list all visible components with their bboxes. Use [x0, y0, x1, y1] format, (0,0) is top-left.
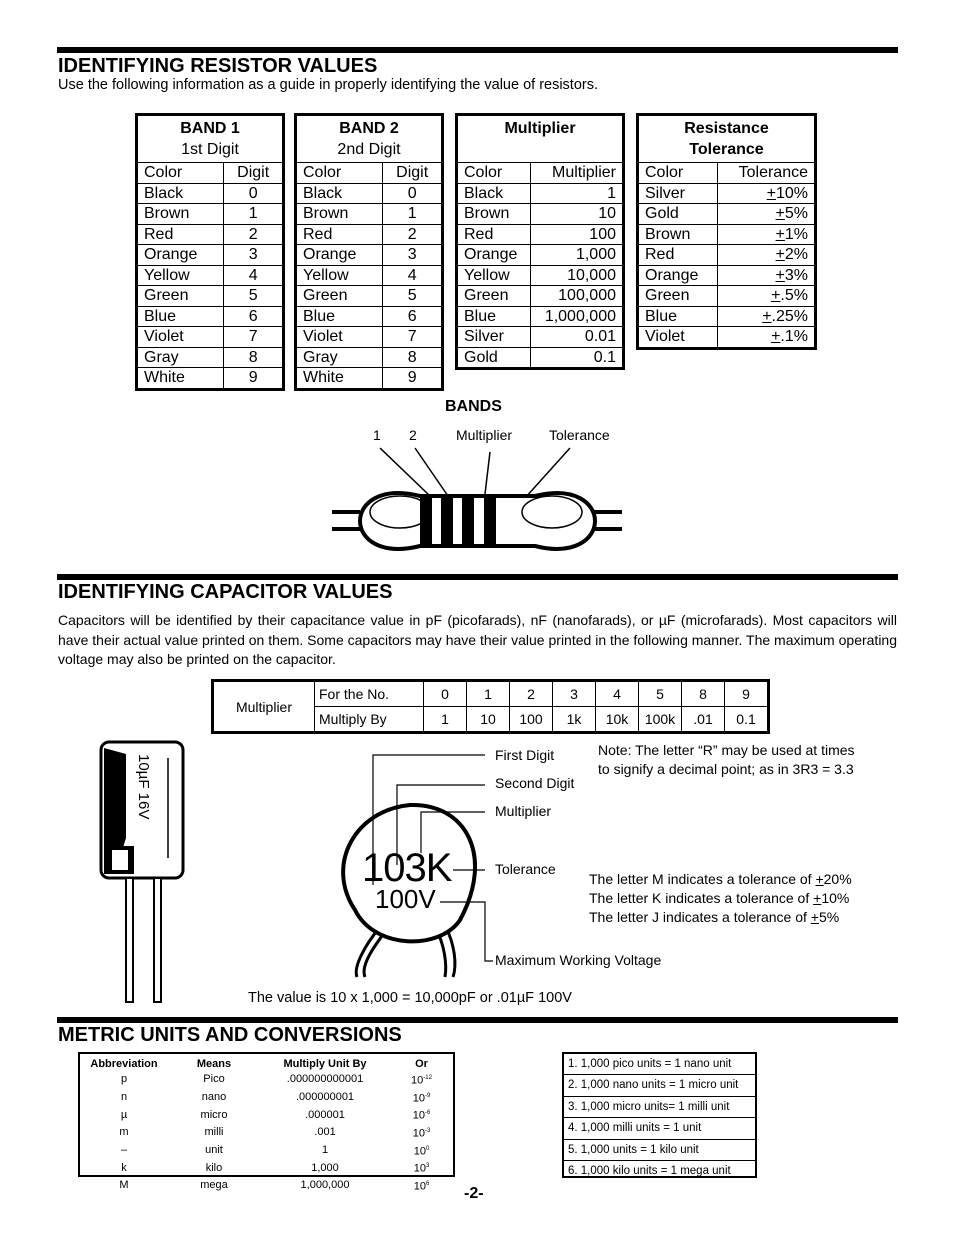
- tolerance-m: [589, 870, 852, 889]
- page-number: -2-: [464, 1185, 484, 1202]
- power-exponent: -6: [424, 1110, 431, 1117]
- bands-title: BANDS: [445, 398, 502, 415]
- table-row: [457, 347, 624, 369]
- row-color: Green: [638, 286, 718, 307]
- multiplier-col-color: Color: [457, 163, 531, 184]
- tol-k-value: 10%: [821, 890, 850, 906]
- cap-mult: 1: [424, 707, 467, 733]
- band-label-tolerance: Tolerance: [549, 427, 610, 443]
- row-value: 9: [224, 368, 284, 390]
- table-row: [80, 1089, 453, 1107]
- table-row: [137, 183, 284, 204]
- cap-mult: .01: [682, 707, 725, 733]
- electrolytic-sleeve-window: [112, 850, 128, 870]
- table-row: [296, 306, 443, 327]
- tol-m-sign: +: [815, 871, 824, 887]
- row-value: [717, 306, 815, 327]
- table-row: [296, 347, 443, 368]
- electrolytic-lead-2: [154, 878, 161, 1002]
- band-label-1: 1: [373, 427, 381, 443]
- table-row: [80, 1071, 453, 1089]
- power-base: 10: [411, 1074, 424, 1087]
- row-color: Yellow: [137, 265, 224, 286]
- band2-title: BAND 2: [339, 120, 399, 137]
- band2-header: [296, 115, 443, 163]
- plus-minus-sign: +: [775, 205, 785, 223]
- row-color: Orange: [457, 245, 531, 266]
- plus-minus-sign: +: [771, 328, 781, 346]
- table-row: [638, 286, 816, 307]
- metric-multiply: .000001: [305, 1108, 345, 1121]
- metric-power: [390, 1124, 453, 1142]
- row-color: Violet: [296, 327, 383, 348]
- table-row: [137, 265, 284, 286]
- metric-abbreviation: –: [120, 1143, 128, 1156]
- row-value: [717, 204, 815, 225]
- tolerance-title-1: Resistance: [684, 120, 769, 137]
- row-value: 0.01: [530, 327, 623, 348]
- row-value: 1,000: [530, 245, 623, 266]
- capacitor-intro: Capacitors will be identified by their capacitance value in pF (picofarads), nF (nanofarads), or µF (microfarads). Most capacitors will have their actual value printed on them. Some capacitors may have their value printed in the following manner. The maximum operating voltage may also be printed on the capacitor.: [58, 612, 897, 667]
- table-row: [296, 368, 443, 390]
- row-value: [717, 183, 815, 204]
- tolerance-value: 10%: [775, 184, 808, 202]
- row-color: Yellow: [296, 265, 383, 286]
- cap-num: 4: [596, 681, 639, 707]
- table-row: [137, 286, 284, 307]
- row-color: Gray: [137, 347, 224, 368]
- metric-multiply: 1,000: [311, 1161, 339, 1174]
- table-row: [137, 368, 284, 390]
- table-row: [296, 245, 443, 266]
- metric-power: [390, 1071, 453, 1089]
- band2-col-color: Color: [296, 163, 383, 184]
- metric-multiply: .000000001: [295, 1090, 355, 1103]
- power-base: 10: [413, 1162, 426, 1175]
- power-base: 10: [412, 1127, 425, 1140]
- tol-j-sign: +: [810, 909, 819, 925]
- row-color: Blue: [457, 306, 531, 327]
- tolerance-header: [638, 115, 816, 163]
- row-value: 7: [383, 327, 443, 348]
- row-value: 3: [224, 245, 284, 266]
- conversion-item: 4. 1,000 milli units = 1 unit: [564, 1118, 755, 1139]
- row-value: 100,000: [530, 286, 623, 307]
- multiplier-header: [457, 115, 624, 163]
- row-color: Gray: [296, 347, 383, 368]
- tolerance-col-tolerance: Tolerance: [717, 163, 815, 184]
- band2-table: [294, 113, 444, 391]
- cap-table-label: Multiplier: [213, 681, 315, 733]
- plus-minus-sign: +: [775, 225, 785, 243]
- metric-multiply: 1,000,000: [300, 1179, 350, 1192]
- metric-abbreviation: m: [119, 1126, 129, 1139]
- resistor-band-3: [462, 496, 474, 546]
- power-base: 10: [413, 1180, 426, 1193]
- tol-k-text: The letter K indicates a tolerance of: [589, 890, 814, 906]
- section-rule-capacitor: [57, 574, 898, 580]
- band-label-2: 2: [409, 427, 417, 443]
- cap-num: 2: [510, 681, 553, 707]
- note-line-2: to signify a decimal point; as in 3R3 = 3.3: [598, 761, 854, 777]
- row-color: Violet: [638, 327, 718, 349]
- table-row: [457, 286, 624, 307]
- tolerance-title-2: Tolerance: [689, 141, 764, 158]
- row-value: 1: [383, 204, 443, 225]
- plus-minus-sign: +: [771, 287, 781, 305]
- resistor-diagram: [330, 440, 630, 570]
- row-value: 5: [224, 286, 284, 307]
- cap-mult: 10: [467, 707, 510, 733]
- row-color: Silver: [457, 327, 531, 348]
- power-base: 10: [412, 1092, 425, 1105]
- row-color: Red: [457, 224, 531, 245]
- leader-tolerance: [525, 448, 570, 498]
- leader-multiplier: [485, 452, 490, 494]
- table-row: [638, 245, 816, 266]
- cap-num: 5: [639, 681, 682, 707]
- row-color: Black: [457, 183, 531, 204]
- row-value: 100: [530, 224, 623, 245]
- row-color: Green: [137, 286, 224, 307]
- power-exponent: 0: [425, 1145, 430, 1152]
- tolerance-value: 1%: [784, 225, 808, 243]
- tolerance-table: [636, 113, 817, 350]
- row-color: Orange: [296, 245, 383, 266]
- metric-abbreviation: n: [120, 1090, 128, 1103]
- row-color: Blue: [137, 306, 224, 327]
- metric-multiply: 1: [321, 1143, 329, 1156]
- row-color: Red: [296, 224, 383, 245]
- plus-minus-sign: +: [775, 266, 785, 284]
- disc-value: 103K: [362, 846, 452, 890]
- table-row: [638, 204, 816, 225]
- row-value: 5: [383, 286, 443, 307]
- cap-mult: 10k: [596, 707, 639, 733]
- row-value: 4: [224, 265, 284, 286]
- metric-power: [390, 1106, 453, 1124]
- row-color: White: [137, 368, 224, 390]
- power-exponent: 6: [425, 1180, 430, 1187]
- tolerance-value: .25%: [771, 307, 808, 325]
- table-row: [296, 265, 443, 286]
- tolerance-col-color: Color: [638, 163, 718, 184]
- row-color: Black: [296, 183, 383, 204]
- row-value: 6: [224, 306, 284, 327]
- capacitor-multiplier-table: [211, 679, 770, 734]
- tolerance-value: .5%: [780, 287, 808, 305]
- metric-power: [390, 1177, 453, 1195]
- row-color: Black: [137, 183, 224, 204]
- row-value: 10,000: [530, 265, 623, 286]
- band-label-multiplier: Multiplier: [456, 427, 513, 443]
- resistor-band-4: [484, 496, 496, 546]
- table-row: [137, 245, 284, 266]
- table-row: [80, 1159, 453, 1177]
- row-value: 2: [383, 224, 443, 245]
- table-row: [457, 204, 624, 225]
- row-value: 4: [383, 265, 443, 286]
- conversion-item: 1. 1,000 pico units = 1 nano unit: [564, 1054, 755, 1075]
- cap-num: 1: [467, 681, 510, 707]
- leader-band2: [415, 448, 448, 496]
- tol-m-value: 20%: [823, 871, 852, 887]
- power-base: 10: [412, 1109, 425, 1122]
- electrolytic-lead-1: [126, 878, 133, 1002]
- multiplier-title: Multiplier: [504, 120, 576, 137]
- row-color: Violet: [137, 327, 224, 348]
- band1-col-color: Color: [137, 163, 224, 184]
- table-row: [457, 245, 624, 266]
- row-value: 7: [224, 327, 284, 348]
- row-value: [717, 327, 815, 349]
- row-color: Green: [296, 286, 383, 307]
- metric-multiply: .000000000001: [286, 1073, 364, 1086]
- band1-col-digit: Digit: [224, 163, 284, 184]
- resistor-body: [360, 493, 595, 549]
- plus-minus-sign: +: [775, 246, 785, 264]
- table-row: [80, 1124, 453, 1142]
- table-row: [638, 327, 816, 349]
- tolerance-letters: [589, 870, 852, 927]
- leader-band1: [380, 448, 430, 496]
- table-row: [457, 224, 624, 245]
- row-value: 1,000,000: [530, 306, 623, 327]
- table-row: [457, 265, 624, 286]
- conversion-item: 5. 1,000 units = 1 kilo unit: [564, 1140, 755, 1161]
- table-row: [638, 265, 816, 286]
- table-row: [638, 224, 816, 245]
- table-row: [137, 327, 284, 348]
- row-value: 3: [383, 245, 443, 266]
- row-value: 2: [224, 224, 284, 245]
- conversion-item: 3. 1,000 micro units= 1 milli unit: [564, 1097, 755, 1118]
- row-color: Brown: [457, 204, 531, 225]
- table-row: [80, 1142, 453, 1160]
- table-row: [137, 347, 284, 368]
- table-row: [457, 306, 624, 327]
- row-value: 10: [530, 204, 623, 225]
- band1-header: [137, 115, 284, 163]
- note-decimal: [598, 741, 855, 779]
- tol-k-sign: +: [813, 890, 822, 906]
- metric-abbreviation: k: [121, 1161, 127, 1174]
- row-color: Blue: [638, 306, 718, 327]
- conversion-item: 2. 1,000 nano units = 1 micro unit: [564, 1075, 755, 1096]
- metric-heading: METRIC UNITS AND CONVERSIONS: [58, 1024, 402, 1046]
- row-color: Brown: [296, 204, 383, 225]
- row-value: 0.1: [530, 347, 623, 369]
- metric-power: [390, 1159, 453, 1177]
- cap-num: 0: [424, 681, 467, 707]
- tolerance-value: 3%: [784, 266, 808, 284]
- band1-title: BAND 1: [180, 120, 240, 137]
- metric-power: [390, 1142, 453, 1160]
- row-color: Green: [457, 286, 531, 307]
- tol-m-text: The letter M indicates a tolerance of: [589, 871, 816, 887]
- metric-header-multiply: Multiply Unit By: [283, 1058, 367, 1070]
- resistor-intro: Use the following information as a guide in properly identifying the value of resistors.: [58, 77, 599, 93]
- metric-abbreviation: µ: [120, 1108, 128, 1121]
- row-color: Orange: [638, 265, 718, 286]
- label-first-digit: First Digit: [495, 747, 555, 763]
- table-row: [296, 204, 443, 225]
- table-row: [638, 183, 816, 204]
- metric-header-or: Or: [415, 1058, 428, 1070]
- tolerance-j: [589, 908, 852, 927]
- resistor-band-1: [420, 496, 432, 546]
- metric-abbreviation: p: [120, 1073, 128, 1086]
- plus-minus-sign: +: [766, 184, 776, 202]
- table-row: [457, 183, 624, 204]
- metric-header-means: Means: [196, 1058, 232, 1070]
- metric-means: unit: [205, 1143, 223, 1156]
- row-value: [717, 286, 815, 307]
- metric-means: micro: [200, 1108, 228, 1121]
- conversion-list: [562, 1052, 757, 1178]
- row-value: 6: [383, 306, 443, 327]
- table-row: [296, 286, 443, 307]
- row-color: Red: [638, 245, 718, 266]
- row-value: 9: [383, 368, 443, 390]
- disc-voltage: 100V: [375, 884, 436, 914]
- band2-col-digit: Digit: [383, 163, 443, 184]
- tolerance-value: 5%: [784, 205, 808, 223]
- row-value: 0: [224, 183, 284, 204]
- row-value: 1: [530, 183, 623, 204]
- resistor-band-2: [441, 496, 453, 546]
- row-color: Yellow: [457, 265, 531, 286]
- metric-power: [390, 1089, 453, 1107]
- tolerance-k: [589, 889, 852, 908]
- row-value: 8: [383, 347, 443, 368]
- table-row: [296, 183, 443, 204]
- band1-table: [135, 113, 285, 391]
- band2-subtitle: 2nd Digit: [337, 141, 401, 158]
- row-color: White: [296, 368, 383, 390]
- resistor-heading: IDENTIFYING RESISTOR VALUES: [58, 55, 378, 77]
- cap-mult: 100: [510, 707, 553, 733]
- table-row: [137, 204, 284, 225]
- capacitor-heading: IDENTIFYING CAPACITOR VALUES: [58, 581, 393, 603]
- capacitor-example: The value is 10 x 1,000 = 10,000pF or .01µF 100V: [248, 990, 572, 1006]
- row-value: 1: [224, 204, 284, 225]
- table-row: [296, 327, 443, 348]
- table-row: [137, 306, 284, 327]
- table-row: [638, 306, 816, 327]
- power-base: 10: [413, 1145, 426, 1158]
- cap-num: 3: [553, 681, 596, 707]
- cap-mult: 1k: [553, 707, 596, 733]
- row-value: 0: [383, 183, 443, 204]
- multiplier-table: [455, 113, 625, 370]
- metric-means: Pico: [203, 1073, 225, 1086]
- power-exponent: -3: [424, 1127, 431, 1134]
- cap-num: 8: [682, 681, 725, 707]
- section-rule-resistor: [57, 47, 898, 53]
- power-exponent: -12: [423, 1075, 432, 1081]
- metric-means: milli: [204, 1126, 224, 1139]
- note-line-1: Note: The letter “R” may be used at times: [598, 742, 855, 758]
- metric-means: nano: [201, 1090, 227, 1103]
- band1-subtitle: 1st Digit: [181, 141, 239, 158]
- power-exponent: -9: [424, 1092, 431, 1099]
- metric-header-abbreviation: Abbreviation: [90, 1058, 158, 1070]
- power-exponent: 3: [425, 1163, 430, 1170]
- conversion-item: 6. 1,000 kilo units = 1 mega unit: [568, 1164, 731, 1177]
- row-value: [717, 224, 815, 245]
- plus-minus-sign: +: [762, 307, 772, 325]
- row-color: Red: [137, 224, 224, 245]
- table-row: [457, 327, 624, 348]
- label-max-voltage: Maximum Working Voltage: [495, 952, 662, 968]
- label-multiplier: Multiplier: [495, 803, 552, 819]
- row-color: Brown: [137, 204, 224, 225]
- label-tolerance: Tolerance: [495, 861, 556, 877]
- metric-multiply: .001: [314, 1126, 336, 1139]
- label-second-digit: Second Digit: [495, 775, 575, 791]
- cap-mult: 100k: [639, 707, 682, 733]
- tol-j-text: The letter J indicates a tolerance of: [589, 909, 811, 925]
- metric-means: kilo: [205, 1161, 223, 1174]
- cap-row-number-label: For the No.: [315, 681, 424, 707]
- electrolytic-marking: 10µF 16V: [135, 754, 152, 820]
- cap-mult: 0.1: [725, 707, 769, 733]
- multiplier-col-multiplier: Multiplier: [530, 163, 623, 184]
- metric-means: mega: [200, 1179, 228, 1192]
- row-color: Brown: [638, 224, 718, 245]
- table-row: [80, 1106, 453, 1124]
- cap-num: 9: [725, 681, 769, 707]
- tol-j-value: 5%: [818, 909, 840, 925]
- row-color: Orange: [137, 245, 224, 266]
- tolerance-value: .1%: [780, 328, 808, 346]
- cap-row-multiply-label: Multiply By: [315, 707, 424, 733]
- row-value: 8: [224, 347, 284, 368]
- row-value: [717, 265, 815, 286]
- table-row: [80, 1177, 453, 1195]
- metric-units-table: [78, 1052, 455, 1193]
- row-color: Gold: [457, 347, 531, 369]
- section-rule-metric: [57, 1017, 898, 1023]
- row-color: Silver: [638, 183, 718, 204]
- row-value: [717, 245, 815, 266]
- tolerance-value: 2%: [784, 246, 808, 264]
- table-row: [137, 224, 284, 245]
- table-row: [296, 224, 443, 245]
- row-color: Gold: [638, 204, 718, 225]
- row-color: Blue: [296, 306, 383, 327]
- metric-abbreviation: M: [119, 1179, 129, 1192]
